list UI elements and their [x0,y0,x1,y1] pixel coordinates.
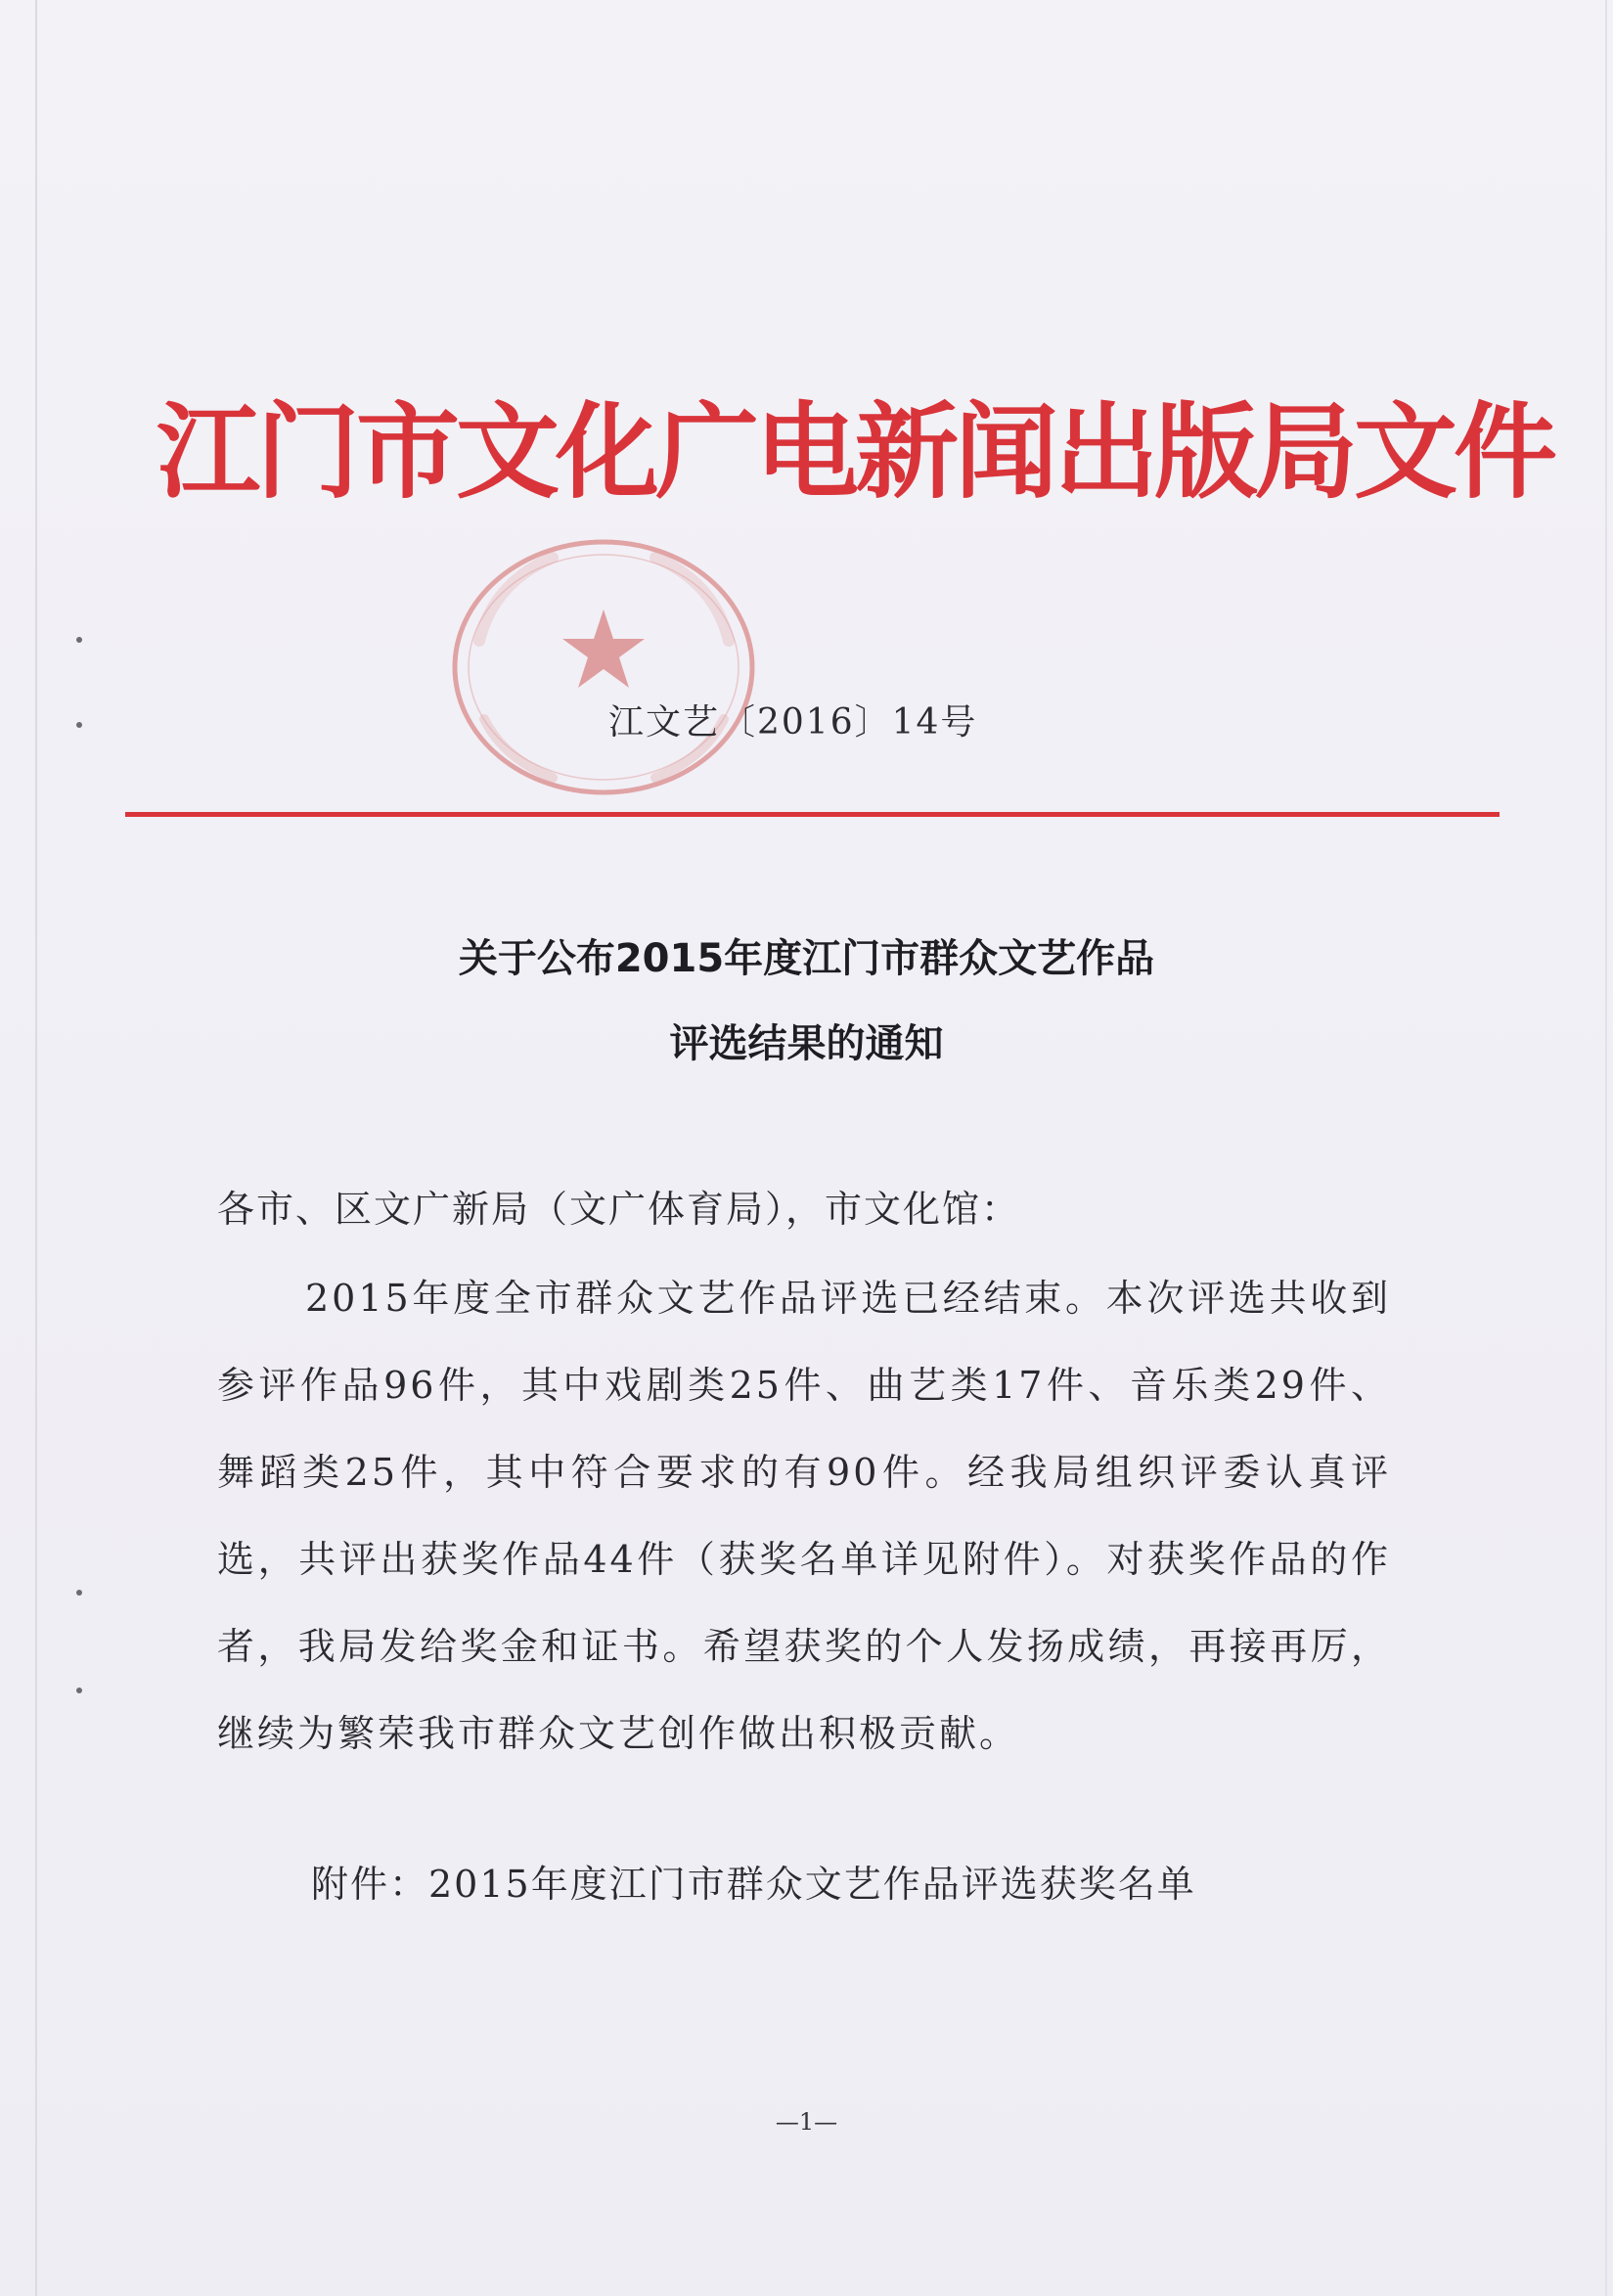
issuer-header: 江门市文化广电新闻出版局文件 [157,392,1553,513]
salutation: 各市、区文广新局（文广体育局），市文化馆： [217,1188,1021,1231]
document-number: 江文艺〔2016〕14号 [608,702,978,743]
binding-hole [76,637,82,643]
attachment-line: 附件：2015年度江门市群众文艺作品评选获奖名单 [311,1863,1196,1906]
binding-hole [76,1688,82,1693]
body-paragraph: 2015年度全市群众文艺作品评选已经结束。本次评选共收到参评作品96件，其中戏剧类25件、曲艺类17件、音乐类29件、舞蹈类25件，其中符合要求的有90件。经我局组织评委认真评选，共评出获奖作品44件（获奖名单详见附件）。对获奖作品的作者，我局发给奖金和证书。希望获奖的个人发扬成绩，再接再厉，继续为繁荣我市群众文艺创作做出积极贡献。 [217,1277,1391,1755]
page-left-edge [35,0,37,2296]
official-seal-stamp [445,533,763,802]
page-number: —1— [775,2108,838,2136]
page-right-edge [1605,0,1607,2296]
notice-title-line-2: 评选结果的通知 [669,1021,944,1066]
binding-hole [76,1590,82,1596]
seal-star-icon [562,609,645,688]
notice-title-line-1: 关于公布2015年度江门市群众文艺作品 [458,936,1155,981]
header-divider-line [125,812,1500,817]
binding-hole [76,722,82,728]
